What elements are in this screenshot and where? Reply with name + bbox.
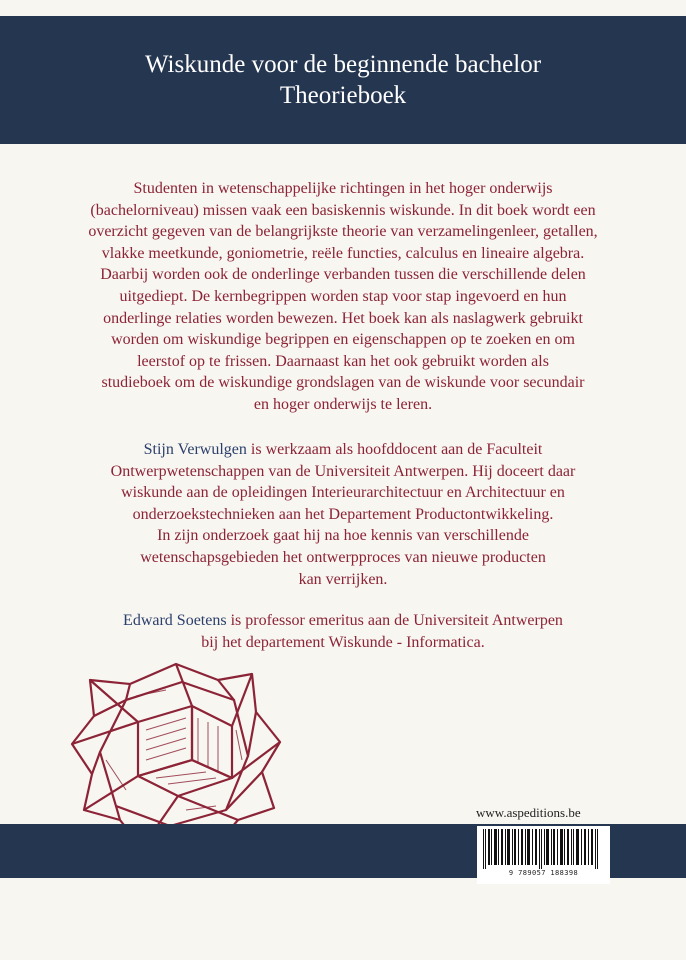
bio-line: onderzoekstechnieken aan het Departement Productontwikkeling. bbox=[132, 505, 554, 523]
blurb-line: studieboek om de wiskundige grondslagen van de wiskunde voor secundair bbox=[101, 374, 585, 392]
bio-line: wiskunde aan de opleidingen Interieurarchitectuur en Architectuur en bbox=[121, 484, 565, 502]
barcode-icon bbox=[481, 829, 606, 869]
bio-line: bij het departement Wiskunde - Informatica. bbox=[201, 633, 485, 651]
bio-line: wetenschapsgebieden het ontwerpproces van nieuwe producten bbox=[140, 548, 546, 566]
author-bio-soetens bbox=[44, 610, 642, 653]
author-bio-verwulgen bbox=[44, 439, 642, 590]
blurb-line: vlakke meetkunde, goniometrie, reële functies, calculus en lineaire algebra. bbox=[101, 244, 585, 262]
blurb-line: Studenten in wetenschappelijke richtingen in het hoger onderwijs bbox=[133, 180, 553, 197]
isbn-barcode bbox=[477, 826, 610, 884]
bio-line: is werkzaam als hoofddocent aan de Faculteit bbox=[246, 441, 543, 458]
book-subtitle: Theorieboek bbox=[279, 82, 407, 109]
author-name: Edward Soetens bbox=[123, 612, 227, 629]
publisher-website: www.aspeditions.be bbox=[476, 805, 581, 820]
bio-line: kan verrijken. bbox=[298, 570, 388, 588]
blurb-line: (bachelorniveau) missen vaak een basiskennis wiskunde. In dit boek wordt een bbox=[90, 201, 596, 219]
book-title: Wiskunde voor de beginnende bachelor bbox=[144, 51, 542, 78]
blurb-line: uitgediept. De kernbegrippen worden stap voor stap ingevoerd en hun bbox=[119, 287, 567, 305]
blurb-line: leerstof op te frissen. Daarnaast kan het ook gebruikt worden als bbox=[137, 352, 549, 370]
bio-line: In zijn onderzoek gaat hij na hoe kennis van verschillende bbox=[157, 527, 529, 545]
author-name: Stijn Verwulgen bbox=[143, 441, 247, 458]
bio-line: is professor emeritus aan de Universiteit Antwerpen bbox=[226, 612, 563, 629]
blurb-line: Daarbij worden ook de onderlinge verbanden tussen die verschillende delen bbox=[100, 266, 586, 284]
blurb-line: onderlinge relaties worden bewezen. Het boek kan als naslagwerk gebruikt bbox=[103, 309, 583, 327]
blurb-line: overzicht gegeven van de belangrijkste theorie van verzamelingenleer, getallen, bbox=[88, 223, 598, 241]
bio-line: Ontwerpwetenschappen van de Universiteit Antwerpen. Hij doceert daar bbox=[110, 462, 576, 480]
book-description bbox=[44, 178, 642, 416]
isbn-number: 9 789057 188398 bbox=[508, 869, 579, 877]
blurb-line: worden om wiskundige begrippen en eigenschappen op te zoeken en om bbox=[111, 331, 575, 349]
title-band bbox=[0, 16, 686, 144]
blurb-line: en hoger onderwijs te leren. bbox=[253, 395, 433, 413]
polyhedron-illustration bbox=[66, 660, 286, 850]
